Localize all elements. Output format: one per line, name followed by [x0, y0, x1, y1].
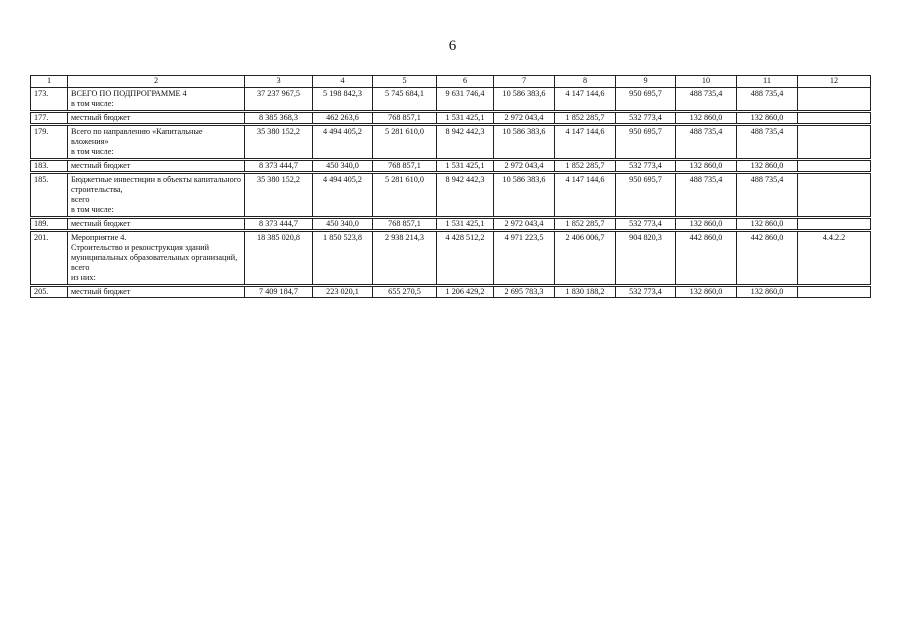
code-cell	[798, 219, 871, 230]
value-cell: 532 773,4	[616, 161, 676, 172]
value-cell: 223 020,1	[313, 287, 373, 298]
value-cell: 7 409 184,7	[245, 287, 313, 298]
row-name: местный бюджет	[68, 113, 245, 124]
row-name: местный бюджет	[68, 219, 245, 230]
value-cell: 8 373 444,7	[245, 161, 313, 172]
code-cell: 4.4.2.2	[798, 232, 871, 285]
value-cell: 4 147 144,6	[555, 126, 616, 159]
value-cell: 950 695,7	[616, 88, 676, 111]
column-header: 10	[676, 76, 737, 88]
value-cell: 450 340,0	[313, 219, 373, 230]
code-cell	[798, 88, 871, 111]
column-header: 6	[437, 76, 494, 88]
value-cell: 35 380 152,2	[245, 174, 313, 217]
table-row	[31, 126, 871, 159]
table-row	[31, 219, 871, 230]
table-row	[31, 287, 871, 298]
value-cell: 8 373 444,7	[245, 219, 313, 230]
value-cell: 1 830 188,2	[555, 287, 616, 298]
value-cell: 8 942 442,3	[437, 174, 494, 217]
value-cell: 950 695,7	[616, 126, 676, 159]
value-cell: 2 938 214,3	[373, 232, 437, 285]
value-cell: 768 857,1	[373, 219, 437, 230]
column-header: 2	[68, 76, 245, 88]
value-cell: 9 631 746,4	[437, 88, 494, 111]
value-cell: 1 206 429,2	[437, 287, 494, 298]
value-cell: 1 852 285,7	[555, 113, 616, 124]
value-cell: 488 735,4	[676, 174, 737, 217]
value-cell: 132 860,0	[737, 219, 798, 230]
budget-table	[30, 75, 871, 298]
value-cell: 488 735,4	[676, 126, 737, 159]
value-cell: 132 860,0	[676, 287, 737, 298]
row-index: 177.	[31, 113, 68, 124]
value-cell: 8 385 368,3	[245, 113, 313, 124]
value-cell: 4 494 405,2	[313, 174, 373, 217]
table-header-row	[31, 76, 871, 88]
row-name: Всего по направлению «Капитальные вложения» в том числе:	[68, 126, 245, 159]
value-cell: 4 971 223,5	[494, 232, 555, 285]
value-cell: 10 586 383,6	[494, 88, 555, 111]
value-cell: 10 586 383,6	[494, 126, 555, 159]
table-row	[31, 113, 871, 124]
value-cell: 488 735,4	[737, 174, 798, 217]
value-cell: 1 531 425,1	[437, 113, 494, 124]
value-cell: 37 237 967,5	[245, 88, 313, 111]
value-cell: 450 340,0	[313, 161, 373, 172]
row-index: 179.	[31, 126, 68, 159]
value-cell: 132 860,0	[676, 219, 737, 230]
value-cell: 904 820,3	[616, 232, 676, 285]
code-cell	[798, 287, 871, 298]
value-cell: 768 857,1	[373, 113, 437, 124]
value-cell: 532 773,4	[616, 113, 676, 124]
value-cell: 950 695,7	[616, 174, 676, 217]
value-cell: 488 735,4	[737, 88, 798, 111]
value-cell: 18 385 020,8	[245, 232, 313, 285]
value-cell: 4 428 512,2	[437, 232, 494, 285]
value-cell: 2 972 043,4	[494, 219, 555, 230]
value-cell: 532 773,4	[616, 219, 676, 230]
value-cell: 655 270,5	[373, 287, 437, 298]
page-number: 6	[448, 38, 457, 54]
value-cell: 442 860,0	[676, 232, 737, 285]
row-index: 185.	[31, 174, 68, 217]
column-header: 9	[616, 76, 676, 88]
row-name: Мероприятие 4. Строительство и реконструкция зданий муниципальных образовательных организаций, всего из них:	[68, 232, 245, 285]
value-cell: 5 198 842,3	[313, 88, 373, 111]
row-name: ВСЕГО ПО ПОДПРОГРАММЕ 4 в том числе:	[68, 88, 245, 111]
value-cell: 2 695 783,3	[494, 287, 555, 298]
column-header: 5	[373, 76, 437, 88]
value-cell: 10 586 383,6	[494, 174, 555, 217]
value-cell: 1 852 285,7	[555, 161, 616, 172]
table-row	[31, 174, 871, 217]
table-body	[31, 88, 871, 298]
row-index: 173.	[31, 88, 68, 111]
row-name: местный бюджет	[68, 161, 245, 172]
value-cell: 1 852 285,7	[555, 219, 616, 230]
column-header: 8	[555, 76, 616, 88]
value-cell: 4 494 405,2	[313, 126, 373, 159]
value-cell: 132 860,0	[737, 287, 798, 298]
row-name: Бюджетные инвестиции в объекты капитального строительства, всего в том числе:	[68, 174, 245, 217]
table-row	[31, 161, 871, 172]
value-cell: 132 860,0	[676, 113, 737, 124]
column-header: 4	[313, 76, 373, 88]
value-cell: 1 531 425,1	[437, 219, 494, 230]
value-cell: 35 380 152,2	[245, 126, 313, 159]
value-cell: 132 860,0	[737, 113, 798, 124]
row-index: 205.	[31, 287, 68, 298]
row-index: 189.	[31, 219, 68, 230]
value-cell: 8 942 442,3	[437, 126, 494, 159]
value-cell: 532 773,4	[616, 287, 676, 298]
value-cell: 4 147 144,6	[555, 174, 616, 217]
code-cell	[798, 174, 871, 217]
row-index: 183.	[31, 161, 68, 172]
column-header: 7	[494, 76, 555, 88]
value-cell: 2 972 043,4	[494, 161, 555, 172]
code-cell	[798, 113, 871, 124]
value-cell: 1 531 425,1	[437, 161, 494, 172]
row-index: 201.	[31, 232, 68, 285]
value-cell: 488 735,4	[676, 88, 737, 111]
value-cell: 4 147 144,6	[555, 88, 616, 111]
value-cell: 132 860,0	[676, 161, 737, 172]
value-cell: 442 860,0	[737, 232, 798, 285]
column-header: 1	[31, 76, 68, 88]
column-header: 3	[245, 76, 313, 88]
table-row	[31, 88, 871, 111]
row-name: местный бюджет	[68, 287, 245, 298]
value-cell: 5 281 610,0	[373, 174, 437, 217]
column-header: 12	[798, 76, 871, 88]
value-cell: 2 972 043,4	[494, 113, 555, 124]
value-cell: 488 735,4	[737, 126, 798, 159]
value-cell: 462 263,6	[313, 113, 373, 124]
code-cell	[798, 161, 871, 172]
column-header: 11	[737, 76, 798, 88]
value-cell: 1 850 523,8	[313, 232, 373, 285]
value-cell: 2 406 006,7	[555, 232, 616, 285]
value-cell: 5 745 684,1	[373, 88, 437, 111]
value-cell: 132 860,0	[737, 161, 798, 172]
value-cell: 5 281 610,0	[373, 126, 437, 159]
table-row	[31, 232, 871, 285]
value-cell: 768 857,1	[373, 161, 437, 172]
code-cell	[798, 126, 871, 159]
